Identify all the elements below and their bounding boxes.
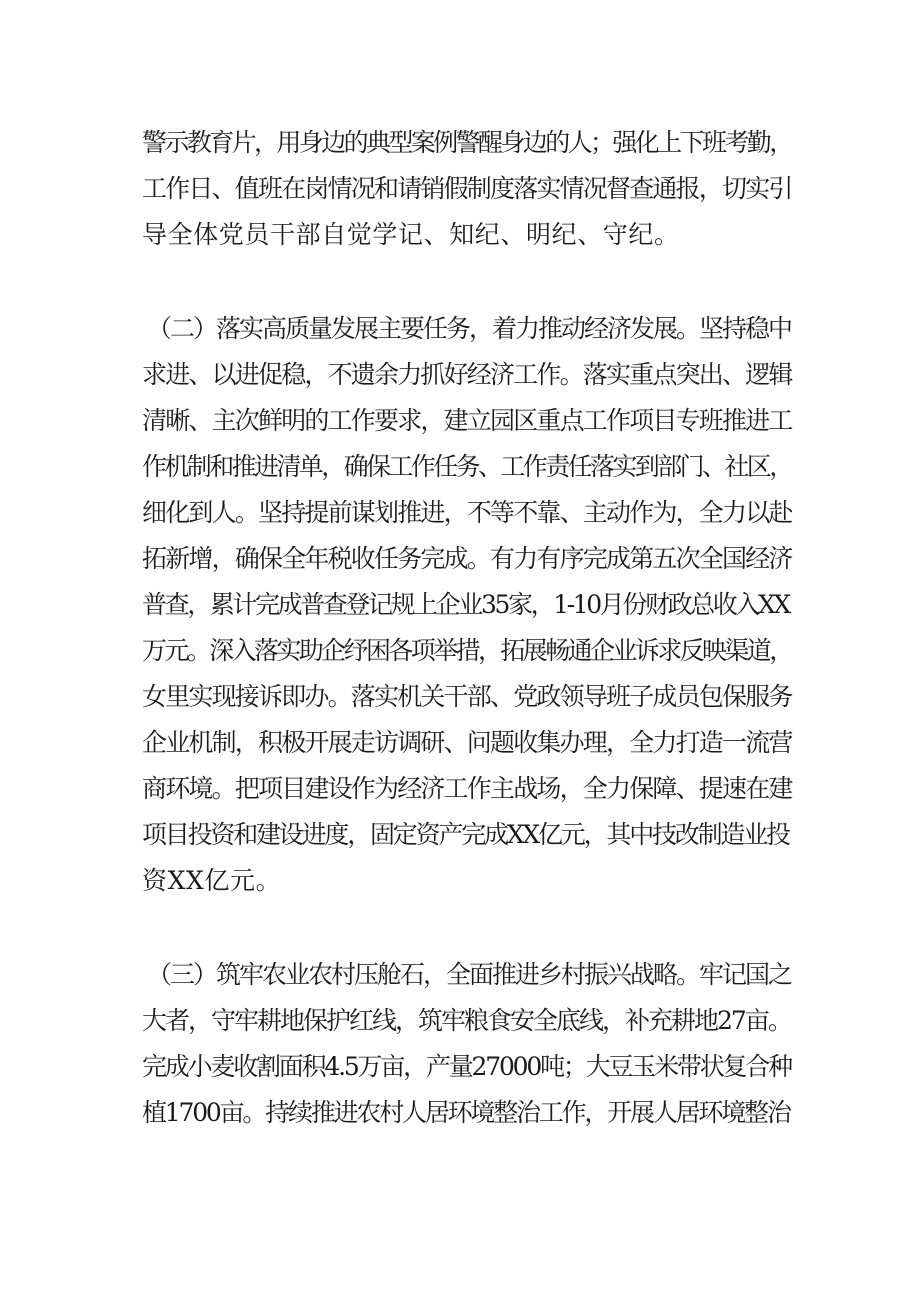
text-line: 求进、以进促稳，不遗余力抓好经济工作。落实重点突出、逻辑 xyxy=(142,360,792,389)
text-line: 警示教育片，用身边的典型案例警醒身边的人；强化上下班考勤， xyxy=(142,128,792,157)
text-line: 项目投资和建设进度，固定资产完成XX亿元，其中技改制造业投 xyxy=(142,820,789,849)
text-line: 工作日、值班在岗情况和请销假制度落实情况督查通报，切实引 xyxy=(142,174,792,203)
text-line: 导全体党员干部自觉学记、知纪、明纪、守纪。 xyxy=(142,220,680,249)
text-line: 普查，累计完成普查登记规上企业35家，1-10月份财政总收入XX xyxy=(142,590,789,619)
text-line: 万元。深入落实助企纾困各项举措，拓展畅通企业诉求反映渠道， xyxy=(142,636,792,665)
text-line: 拓新增，确保全年税收任务完成。有力有序完成第五次全国经济 xyxy=(142,544,792,573)
text-line: 作机制和推进清单，确保工作任务、工作责任落实到部门、社区， xyxy=(142,452,792,481)
section-heading-line: （二）落实高质量发展主要任务，着力推动经济发展。坚持稳中 xyxy=(147,314,792,343)
text-line: 资XX亿元。 xyxy=(142,866,282,895)
section-heading-line: （三）筑牢农业农村压舱石，全面推进乡村振兴战略。牢记国之 xyxy=(147,960,792,989)
text-line: 企业机制，积极开展走访调研、问题收集办理，全力打造一流营 xyxy=(142,728,792,757)
text-line: 植1700亩。持续推进农村人居环境整治工作，开展人居环境整治 xyxy=(142,1098,790,1127)
text-line: 商环境。把项目建设作为经济工作主战场，全力保障、提速在建 xyxy=(142,774,792,803)
text-line: 完成小麦收割面积4.5万亩，产量27000吨；大豆玉米带状复合种 xyxy=(142,1052,791,1081)
text-line: 细化到人。坚持提前谋划推进，不等不靠、主动作为，全力以赴 xyxy=(142,498,792,527)
text-line: 大者，守牢耕地保护红线，筑牢粮食安全底线，补充耕地27亩。 xyxy=(142,1006,791,1035)
text-line: 女里实现接诉即办。落实机关干部、党政领导班子成员包保服务 xyxy=(142,682,792,711)
text-line: 清晰、主次鲜明的工作要求，建立园区重点工作项目专班推进工 xyxy=(142,406,792,435)
